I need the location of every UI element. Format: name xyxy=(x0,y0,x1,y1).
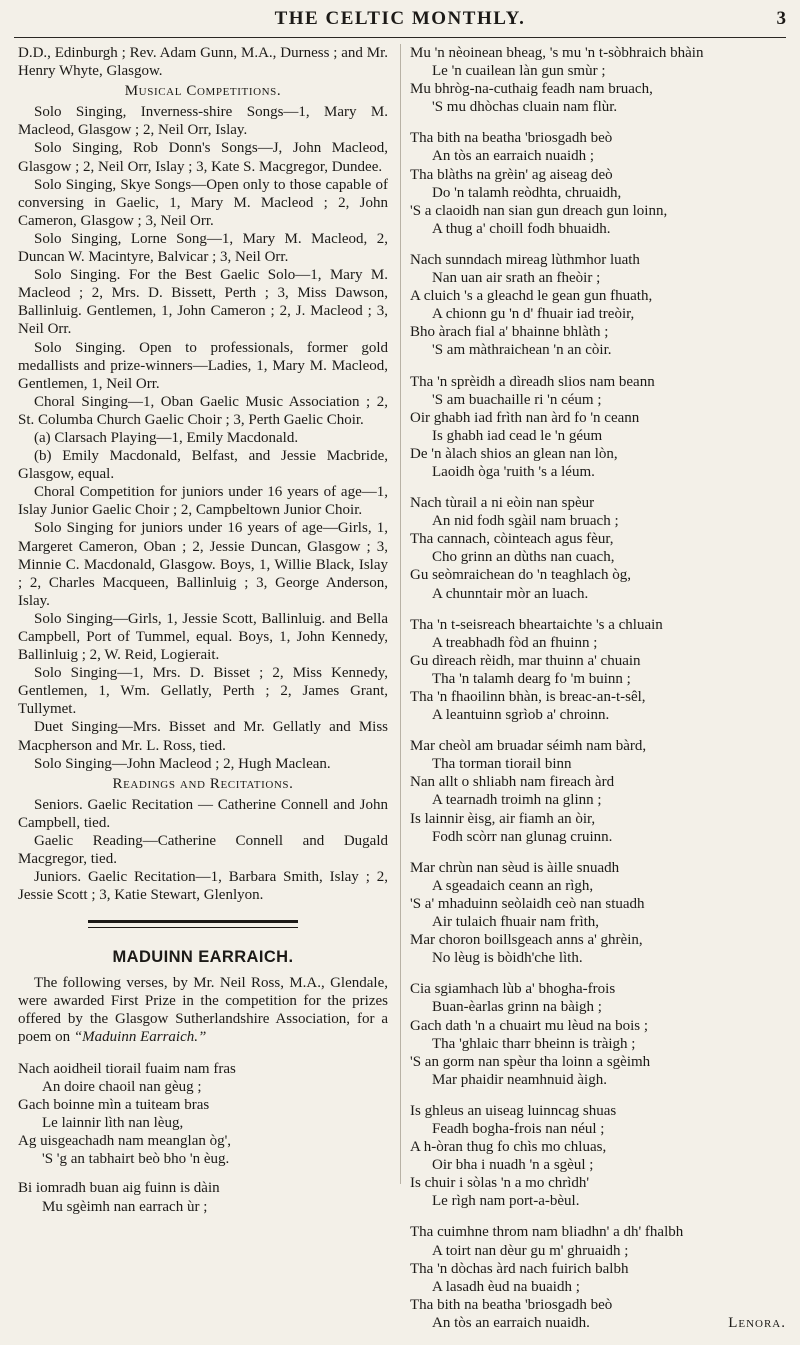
competition-result: Solo Singing—1, Mrs. D. Bisset ; 2, Miss Kennedy, Gentlemen, 1, Wm. Gellatly, Perth ; 2, James Grant, Tullymet. xyxy=(18,665,388,718)
competition-result: Solo Singing for juniors under 16 years of age—Girls, 1, Margeret Cameron, Oban ; 2, Jessie Duncan, Glasgow ; 3, Minnie C. Macdonald, Glasgow. Boys, 1, Willie Black, Islay ; 2, Charles Macqueen, Ballinluig ; 3, George Anderson, Islay. xyxy=(18,520,388,609)
poem-stanza xyxy=(18,1179,388,1215)
poem-line: Cho grinn an dùths nan cuach, xyxy=(432,549,615,566)
poem-stanza xyxy=(410,1223,786,1332)
clarsach-result-b: (b) Emily Macdonald, Belfast, and Jessie Macbride, Glasgow, equal. xyxy=(18,448,388,483)
poem-line: 'S mu dhòchas cluain nam flùr. xyxy=(432,99,618,116)
poem-line: Nach tùrail a ni eòin nan spèur xyxy=(410,495,595,512)
poem-line: Fodh scòrr nan glunag cruinn. xyxy=(432,828,613,845)
poem-line: Is lainnir èisg, air fiamh an òir, xyxy=(410,810,596,827)
poem-line: A treabhadh fòd an fhuinn ; xyxy=(432,634,598,651)
competition-result: Duet Singing—Mrs. Bisset and Mr. Gellatly and Miss Macpherson and Mr. L. Ross, tied. xyxy=(18,719,388,754)
competition-result: Solo Singing—John Macleod ; 2, Hugh Maclean. xyxy=(34,755,331,772)
poem-line: Feadh bogha-frois nan néul ; xyxy=(432,1120,605,1137)
musical-competitions-heading: Musical Competitions. xyxy=(124,83,282,100)
poem-line: Oir bha i nuadh 'n a sgèul ; xyxy=(432,1157,594,1174)
poem-line: An tòs an earraich nuaidh. xyxy=(432,1314,590,1331)
poem-stanza xyxy=(410,980,786,1089)
poem-line: Tha bith na beatha 'briosgadh beò xyxy=(410,130,613,147)
poem-line: Mu sgèimh nan earrach ùr ; xyxy=(42,1198,208,1215)
section-divider xyxy=(88,920,298,928)
poem-line: Mar choron boillsgeach anns a' ghrèin, xyxy=(410,932,643,949)
poem-line: Nan uan air srath an fheòir ; xyxy=(432,270,601,287)
poem-line: Tha 'n dòchas àrd nach fuirich balbh xyxy=(410,1260,629,1277)
poem-intro xyxy=(18,974,388,1046)
competition-result: Choral Competition for juniors under 16 years of age—1, Islay Junior Gaelic Choir ; 2, Campbeltown Junior Choir. xyxy=(18,484,388,519)
header-rule xyxy=(14,37,786,38)
poem-line: Is chuir i sòlas 'n a mo chrìdh' xyxy=(410,1175,590,1192)
competition-result: Choral Singing—1, Oban Gaelic Music Association ; 2, St. Columba Church Gaelic Choir ; 3, Perth Gaelic Choir. xyxy=(18,393,388,428)
poem-line: 'S an gorm nan spèur tha loinn a sgèimh xyxy=(410,1053,651,1070)
poem-line: Tha 'n talamh dearg fo 'm buinn ; xyxy=(432,670,631,687)
competition-result: Solo Singing, Inverness-shire Songs—1, Mary M. Macleod, Glasgow ; 2, Neil Orr, Islay. xyxy=(18,104,388,139)
musical-results-juniors xyxy=(18,483,388,773)
poem-stanza xyxy=(410,494,786,603)
poem-continuation xyxy=(410,44,786,1332)
poem-line: An doire chaoil nan gèug ; xyxy=(42,1078,202,1095)
poem-line: Tha cuimhne throm nam bliadhn' a dh' fhalbh xyxy=(410,1224,684,1241)
poem-line: Do 'n talamh reòdhta, chruaidh, xyxy=(432,184,622,201)
poem-line: Tha torman tiorail binn xyxy=(432,756,572,773)
poem-line: Nach aoidheil tiorail fuaim nam fras xyxy=(18,1060,236,1077)
running-title: THE CELTIC MONTHLY. xyxy=(274,8,526,29)
poem-line: An nid fodh sgàil nam bruach ; xyxy=(432,513,619,530)
recitation-result: Juniors. Gaelic Recitation—1, Barbara Smith, Islay ; 2, Jessie Scott ; 3, Katie Stewart, Glenlyon. xyxy=(18,869,388,904)
poem-stanza xyxy=(18,1060,388,1169)
poem-line: A tearnadh troimh na glinn ; xyxy=(432,792,602,809)
poem-line: Cia sgiamhach lùb a' bhogha-frois xyxy=(410,981,616,998)
left-column xyxy=(18,44,388,1227)
poem-line: Is ghabh iad cead le 'n géum xyxy=(432,427,603,444)
competition-result: Solo Singing. Open to professionals, former gold medallists and prize-winners—Ladies, 1, Mary M. Macleod, Gentlemen, 1, Neil Orr. xyxy=(18,339,388,392)
poem-line: 'S 'g an tabhairt beò bho 'n èug. xyxy=(42,1151,230,1168)
recitation-result: Seniors. Gaelic Recitation — Catherine Connell and John Campbell, tied. xyxy=(18,796,388,831)
poem-line: Gach dath 'n a chuairt mu lèud na bois ; xyxy=(410,1017,649,1034)
poem-line: Air tulaich fhuair nam frìth, xyxy=(432,914,600,931)
poem-stanza xyxy=(410,373,786,482)
poem-line: Mu 'n nèoinean bheag, 's mu 'n t-sòbhraich bhàin xyxy=(410,45,704,61)
musical-results xyxy=(18,103,388,429)
poem-line: An tòs an earraich nuaidh ; xyxy=(432,148,595,165)
page-number: 3 xyxy=(776,8,786,29)
poem-line: Bho àrach fial a' bhainne bhlàth ; xyxy=(410,324,609,341)
poem-line: Mu bhròg-na-cuthaig feadh nam bruach, xyxy=(410,81,653,98)
poem-line: Mar chrùn nan sèud is àille snuadh xyxy=(410,859,620,876)
poem-line: A lasadh èud na buaidh ; xyxy=(432,1278,580,1295)
poem-line: 'S a' mhaduinn seòlaidh ceò nan stuadh xyxy=(410,895,645,912)
poem-stanza xyxy=(410,1102,786,1211)
poem-line: Tha blàths na grèin' ag aiseag deò xyxy=(410,166,613,183)
poem-line: Tha cannach, còinteach agus fèur, xyxy=(410,531,614,548)
poem-line: 'S am màthraichean 'n an còir. xyxy=(432,342,612,359)
right-column xyxy=(410,44,786,1345)
readings-results xyxy=(18,796,388,905)
competition-result: Solo Singing, Lorne Song—1, Mary M. Macleod, 2, Duncan W. Macintyre, Balvicar ; 3, Neil Orr. xyxy=(18,230,388,266)
poem-line: Bi iomradh buan aig fuinn is dàin xyxy=(18,1180,220,1197)
poem-intro-text: The following verses, by Mr. Neil Ross, M.A., Glendale, were awarded First Prize in the competition for the prizes offered by the Glasgow Sutherlandshire Association, for a poem on xyxy=(18,974,388,1045)
poem-stanza xyxy=(410,129,786,238)
poem-line: Is ghleus an uiseag luinncag shuas xyxy=(410,1102,617,1119)
competition-result: Solo Singing. For the Best Gaelic Solo—1, Mary M. Macleod ; 2, Mrs. D. Bissett, Perth ; 3, Miss Dawson, Ballinluig. Gentlemen, 1, John Cameron ; 2, J. Macleod ; 3, Neil Orr. xyxy=(18,267,388,338)
poem-line: A h-òran thug fo chìs mo chluas, xyxy=(410,1139,607,1156)
poem-line: 'S a claoidh nan sian gun dreach gun loinn, xyxy=(410,202,668,219)
poem-line: Le rìgh nam port-a-bèul. xyxy=(432,1193,580,1210)
poem-line: Gu seòmraichean do 'n teaghlach òg, xyxy=(410,567,631,584)
poem-line: Tha 'n fhaoilinn bhàn, is breac-an-t-sêl, xyxy=(410,689,646,705)
page-header xyxy=(0,6,800,36)
competition-result: Solo Singing, Skye Songs—Open only to those capable of conversing in Gaelic, 1, Mary M. Macleod ; 2, John Cameron, Glasgow ; 3, Neil Orr. xyxy=(18,176,388,229)
recitation-result: Gaelic Reading—Catherine Connell and Dugald Macgregor, tied. xyxy=(18,833,388,868)
poem-line: A leantuinn sgrìob a' chroinn. xyxy=(432,707,610,724)
poem-line: Mar cheòl am bruadar séimh nam bàrd, xyxy=(410,738,647,755)
poem-stanza xyxy=(410,616,786,725)
poem-line: Ag uisgeachadh nam meanglan òg', xyxy=(18,1133,232,1150)
poem-intro-title: “Maduinn Earraich.” xyxy=(73,1028,207,1045)
poem-line: No lèug is bòidh'che lìth. xyxy=(432,950,583,967)
poem-line: Gu dìreach rèidh, mar thuinn a' chuain xyxy=(410,652,641,669)
readings-heading: Readings and Recitations. xyxy=(112,775,294,792)
poem-line: Nach sunndach mireag lùthmhor luath xyxy=(410,251,640,268)
poem-line: Buan-èarlas grinn na bàigh ; xyxy=(432,999,602,1016)
poem-line: Tha 'n t-seisreach bheartaichte 's a chluain xyxy=(410,616,663,633)
poem-line: Oir ghabh iad frìth nan àrd fo 'n ceann xyxy=(410,409,640,426)
poem-line: Le 'n cuailean làn gun smùr ; xyxy=(432,63,606,80)
poem-line: Laoidh òga 'ruith 's a léum. xyxy=(432,463,595,480)
column-divider xyxy=(400,44,401,1184)
poem-line: Tha 'n sprèidh a dìreadh slios nam beann xyxy=(410,373,655,390)
poem-line: A sgeadaich ceann an rìgh, xyxy=(432,877,594,894)
poem-line: De 'n àlach shios an glean nan lòn, xyxy=(410,445,618,462)
poem-stanza xyxy=(410,737,786,846)
poem-line: A toirt nan dèur gu m' ghruaidh ; xyxy=(432,1242,629,1259)
poem-title: MADUINN EARRAICH. xyxy=(112,948,294,967)
poem-line: Mar phaidir neamhnuid àigh. xyxy=(432,1071,607,1088)
author-signature: Lenora. xyxy=(728,1314,786,1331)
clarsach-result: (a) Clarsach Playing—1, Emily Macdonald. xyxy=(34,429,299,446)
poem-line: Tha 'ghlaic tharr bheinn is tràigh ; xyxy=(432,1035,636,1052)
continuation-paragraph: D.D., Edinburgh ; Rev. Adam Gunn, M.A., Durness ; and Mr. Henry Whyte, Glasgow. xyxy=(18,45,388,80)
poem-stanza xyxy=(410,251,786,360)
competition-result: Solo Singing—Girls, 1, Jessie Scott, Ballinluig. and Bella Campbell, Port of Tummel, equal. Boys, 1, John Kennedy, Ballinluig ; 2, W. Reid, Logierait. xyxy=(18,610,388,664)
poem-line: A cluich 's a gleachd le gean gun fhuath, xyxy=(410,288,653,305)
poem-line: A thug a' choill fodh bhuaidh. xyxy=(432,220,611,237)
poem-line: Tha bith na beatha 'briosgadh beò xyxy=(410,1296,613,1313)
poem-line: A chunntair mòr an luach. xyxy=(432,585,589,602)
poem-line: Nan allt o shliabh nam fireach àrd xyxy=(410,774,615,791)
poem-stanza xyxy=(410,44,786,116)
poem-stanza xyxy=(410,859,786,968)
poem-line: Gach boinne mìn a tuiteam bras xyxy=(18,1097,210,1114)
poem-line: A chionn gu 'n d' fhuair iad treòir, xyxy=(432,306,635,323)
competition-result: Solo Singing, Rob Donn's Songs—J, John Macleod, Glasgow ; 2, Neil Orr, Islay ; 3, Kate S. Macgregor, Dundee. xyxy=(18,140,388,175)
poem-line: Le lainnir lìth nan lèug, xyxy=(42,1115,184,1132)
poem-line: 'S am buachaille ri 'n céum ; xyxy=(432,391,602,408)
